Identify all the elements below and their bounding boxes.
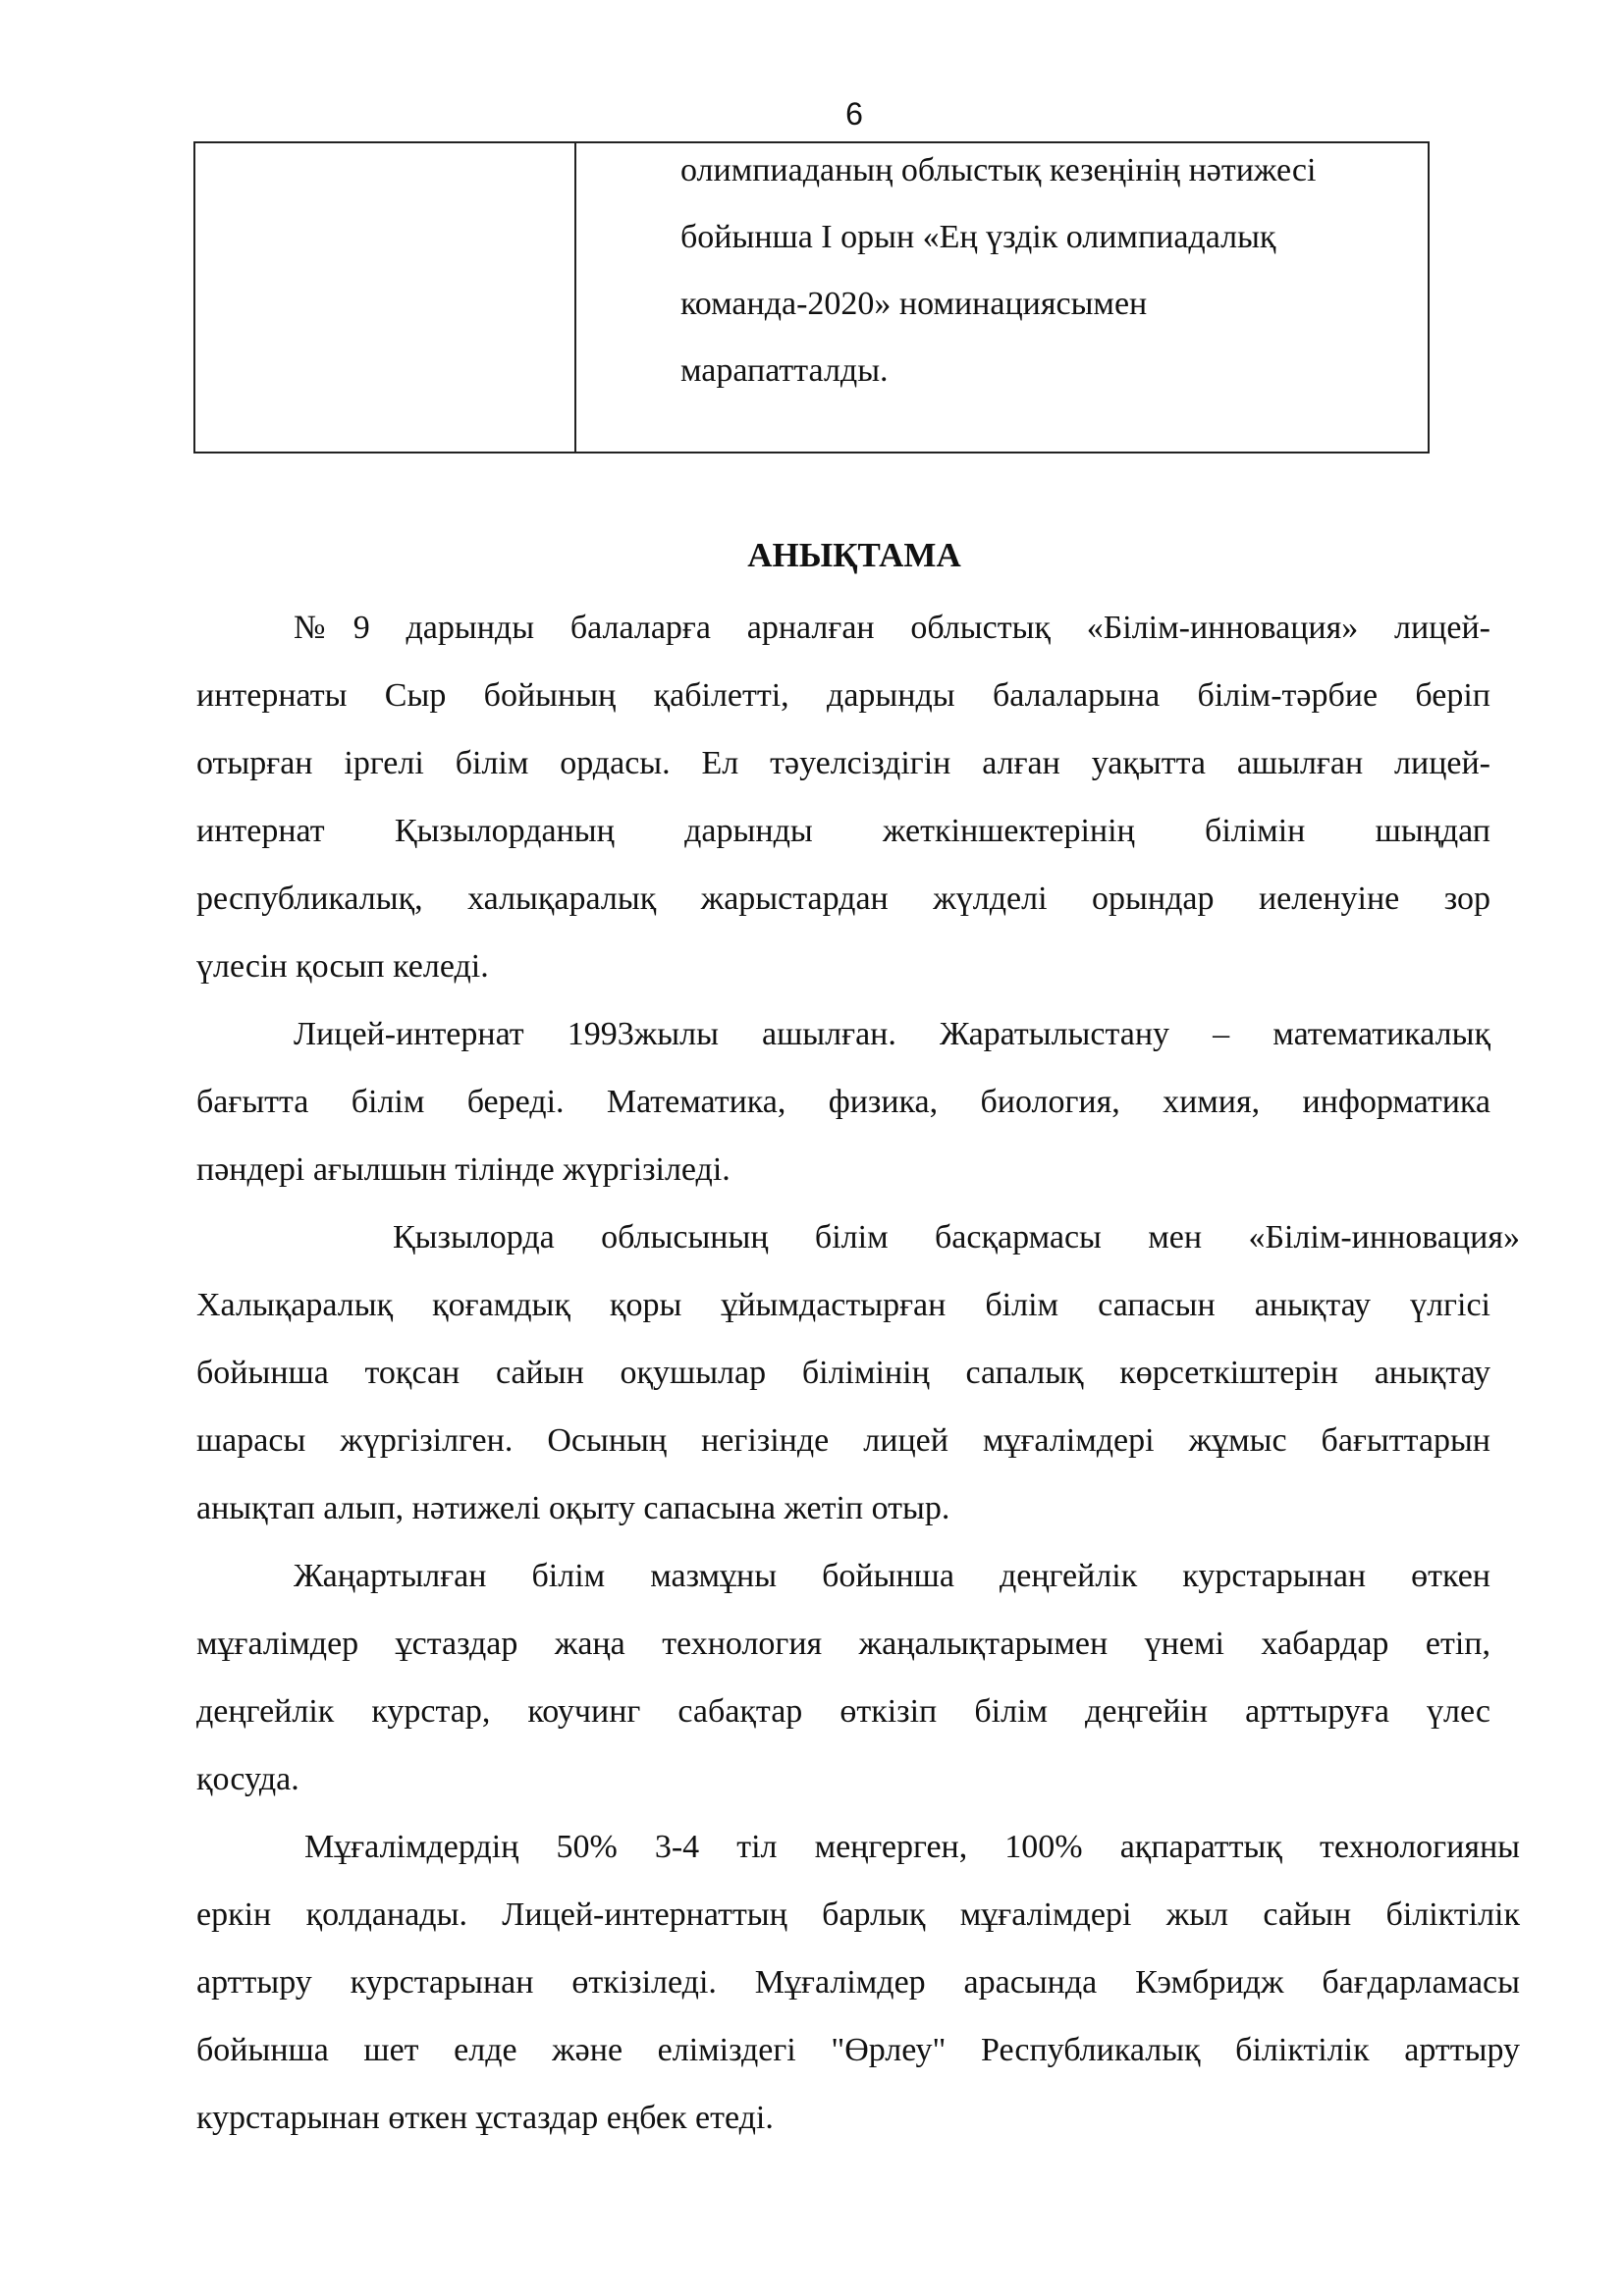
text-line: Жаңартылған білім мазмұны бойынша деңгейлік курстарынан өткен xyxy=(294,1558,1490,1594)
text-line: интернаты Сыр бойының қабілетті, дарынды балаларына білім-тәрбие беріп xyxy=(196,677,1490,714)
text-line: анықтап алып, нәтижелі оқыту сапасына жетіп отыр. xyxy=(196,1490,950,1526)
table-cell-text xyxy=(576,143,1428,452)
text-line: үлесін қосып келеді. xyxy=(196,948,489,985)
table-line: команда-2020» номинациясымен xyxy=(680,286,1148,322)
text-line: интернат Қызылорданың дарынды жеткіншектерінің білімін шыңдап xyxy=(196,813,1490,849)
text-line: мұғалімдер ұстаздар жаңа технология жаңалықтарымен үнемі хабардар етіп, xyxy=(196,1626,1490,1662)
text-line: Лицей-интернат 1993жылы ашылған. Жаратылыстану – математикалық xyxy=(294,1016,1490,1052)
table-line: олимпиаданың облыстық кезеңінің нәтижесі xyxy=(680,152,1317,188)
table-cell-empty xyxy=(195,143,576,452)
text-line: еркін қолданады. Лицей-интернаттың барлық мұғалімдері жыл сайын біліктілік xyxy=(196,1896,1520,1933)
paragraph-4 xyxy=(196,1542,1571,1813)
text-line: қосуда. xyxy=(196,1761,299,1797)
text-line: курстарынан өткен ұстаздар еңбек етеді. xyxy=(196,2100,774,2136)
text-line: республикалық, халықаралық жарыстардан жүлделі орындар иеленуіне зор xyxy=(196,881,1490,917)
text-line: Мұғалімдердің 50% 3-4 тіл меңгерген, 100% ақпараттық технологияны xyxy=(304,1829,1520,1865)
text-line: Халықаралық қоғамдық қоры ұйымдастырған білім сапасын анықтау үлгісі xyxy=(196,1287,1490,1323)
table-line: марапатталды. xyxy=(680,352,889,389)
page-number: 6 xyxy=(845,96,863,132)
document-body xyxy=(196,594,1571,2152)
table-line: бойынша І орын «Ең үздік олимпиадалық xyxy=(680,219,1276,255)
text-line: арттыру курстарынан өткізіледі. Мұғалімдер арасында Кэмбридж бағдарламасы xyxy=(196,1964,1520,2001)
text-line: деңгейлік курстар, коучинг сабақтар өткізіп білім деңгейін арттыруға үлес xyxy=(196,1693,1490,1730)
text-line: пәндері ағылшын тілінде жүргізіледі. xyxy=(196,1151,731,1188)
text-line: бағытта білім береді. Математика, физика, биология, химия, информатика xyxy=(196,1084,1490,1120)
text-line: шарасы жүргізілген. Осының негізінде лицей мұғалімдері жұмыс бағыттарын xyxy=(196,1422,1490,1459)
text-line: №9 дарынды балаларға арналған облыстық «Білім-инновация» лицей- xyxy=(294,610,1490,646)
text-line: бойынша шет елде және еліміздегі "Өрлеу" Республикалық біліктілік арттыру xyxy=(196,2032,1520,2068)
text-line: Қызылорда облысының білім басқармасы мен «Білім-инновация» xyxy=(393,1219,1520,1255)
text-line: бойынша тоқсан сайын оқушылар білімінің сапалық көрсеткіштерін анықтау xyxy=(196,1355,1490,1391)
section-heading: АНЫҚТАМА xyxy=(747,536,961,574)
paragraph-5 xyxy=(196,1813,1571,2152)
paragraph-1 xyxy=(196,594,1571,1000)
paragraph-3 xyxy=(196,1203,1571,1542)
text-line: отырған іргелі білім ордасы. Ел тәуелсіздігін алған уақытта ашылған лицей- xyxy=(196,745,1490,781)
paragraph-2 xyxy=(196,1000,1571,1203)
continuation-table xyxy=(193,141,1430,454)
